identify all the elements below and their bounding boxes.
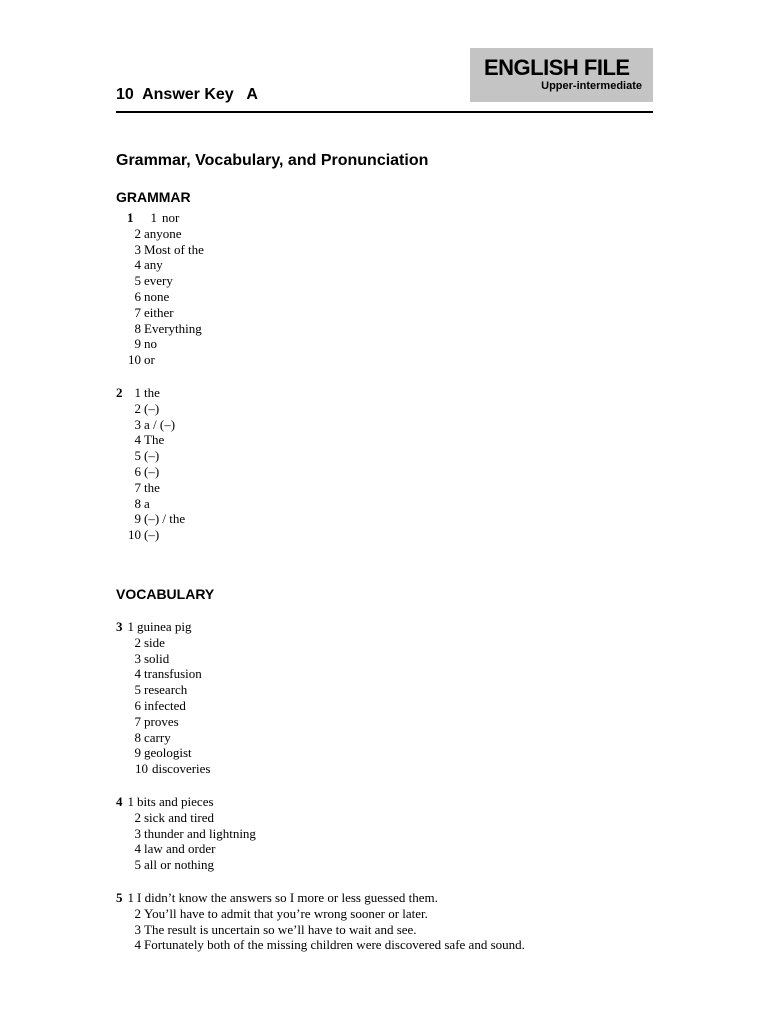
item-answer: the [144, 385, 160, 400]
exercise-row [100, 448, 660, 464]
item-answer: sick and tired [144, 809, 215, 825]
exercise-row [100, 480, 660, 496]
item-answer: Most of the [144, 241, 204, 257]
exercise-row [100, 385, 660, 401]
exercise-number: 5 [116, 890, 123, 905]
exercise-2 [100, 385, 660, 543]
exercise-row [100, 619, 660, 635]
item-number: 4 [134, 841, 141, 857]
exercise-row [100, 651, 660, 667]
exercise-row [100, 417, 660, 433]
exercise-row [100, 761, 660, 777]
item-answer: side [144, 634, 165, 650]
exercise-row [100, 794, 660, 810]
item-number: 5 [134, 857, 141, 873]
item-number: 1 [150, 210, 157, 225]
exercise-row [100, 527, 660, 543]
item-answer: (–) [144, 463, 160, 479]
item-number: 5 [134, 682, 141, 698]
logo-subtitle: Upper-intermediate [541, 80, 642, 92]
exercise-row [100, 257, 660, 273]
header-divider [116, 111, 653, 113]
item-answer: guinea pig [137, 619, 192, 634]
exercise-row [100, 730, 660, 746]
item-number: 3 [134, 921, 141, 937]
item-number: 6 [134, 463, 141, 479]
item-answer: You’ll have to admit that you’re wrong sooner or later. [144, 905, 428, 921]
exercise-number: 3 [116, 619, 123, 634]
item-answer: discoveries [152, 761, 211, 777]
item-answer: infected [144, 697, 186, 713]
exercise-row [100, 937, 660, 953]
item-number: 7 [134, 479, 141, 495]
item-answer: either [144, 304, 174, 320]
item-number: 7 [134, 304, 141, 320]
item-number: 2 [134, 905, 141, 921]
exercise-3 [100, 619, 660, 777]
page-title: 10 Answer Key A [116, 86, 258, 103]
item-answer: I didn’t know the answers so I more or less guessed them. [137, 890, 438, 905]
exercise-row [100, 714, 660, 730]
exercise-row [100, 242, 660, 258]
item-number: 2 [134, 225, 141, 241]
item-answer: all or nothing [144, 857, 215, 873]
logo-title: ENGLISH FILE [484, 55, 630, 80]
item-number: 4 [134, 666, 141, 682]
exercise-row [100, 841, 660, 857]
exercise-5 [100, 890, 660, 953]
item-number: 9 [134, 511, 141, 527]
item-answer: thunder and lightning [144, 825, 256, 841]
item-number: 9 [134, 745, 141, 761]
item-answer: anyone [144, 225, 182, 241]
item-number: 3 [134, 825, 141, 841]
item-answer: research [144, 682, 188, 698]
item-number: 8 [134, 729, 141, 745]
grammar-heading: GRAMMAR [116, 189, 191, 205]
vocabulary-heading: VOCABULARY [116, 586, 215, 602]
exercise-row [100, 289, 660, 305]
item-number: 1 [127, 619, 134, 634]
item-answer: the [144, 479, 160, 495]
item-number: 3 [134, 416, 141, 432]
exercise-row [100, 682, 660, 698]
exercise-row [100, 496, 660, 512]
item-number: 7 [134, 713, 141, 729]
item-number: 5 [134, 448, 141, 464]
item-answer: Everything [144, 320, 202, 336]
item-number: 4 [134, 432, 141, 448]
item-number: 8 [134, 320, 141, 336]
item-number: 6 [134, 288, 141, 304]
item-number: 9 [134, 336, 141, 352]
item-answer: carry [144, 729, 171, 745]
item-number: 1 [134, 385, 141, 400]
item-answer: The [144, 432, 165, 448]
exercise-row [100, 464, 660, 480]
item-answer: law and order [144, 841, 216, 857]
item-answer: (–) / the [144, 511, 186, 527]
exercise-row [100, 810, 660, 826]
item-number: 2 [134, 400, 141, 416]
exercise-row [100, 432, 660, 448]
item-number: 5 [134, 273, 141, 289]
item-answer: no [144, 336, 157, 352]
item-answer: proves [144, 713, 179, 729]
item-answer: The result is uncertain so we’ll have to wait and see. [144, 921, 417, 937]
item-answer: nor [162, 210, 180, 225]
exercise-4 [100, 794, 660, 873]
exercise-number: 4 [116, 794, 123, 809]
item-number: 1 [127, 794, 134, 809]
exercise-row [100, 352, 660, 368]
item-answer: any [144, 257, 163, 273]
item-answer: transfusion [144, 666, 202, 682]
item-answer: Fortunately both of the missing children were discovered safe and sound. [144, 937, 525, 953]
exercise-row [100, 635, 660, 651]
exercise-row [100, 226, 660, 242]
item-number: 2 [134, 809, 141, 825]
exercise-row [100, 906, 660, 922]
item-number: 10 [128, 352, 141, 368]
exercise-row [100, 890, 660, 906]
section-title: Grammar, Vocabulary, and Pronunciation [116, 152, 429, 169]
item-answer: solid [144, 650, 170, 666]
item-answer: or [144, 352, 155, 368]
item-answer: (–) [144, 448, 160, 464]
item-answer: (–) [144, 400, 160, 416]
item-number: 10 [128, 527, 141, 543]
exercise-row [100, 273, 660, 289]
exercise-row [100, 336, 660, 352]
exercise-row [100, 745, 660, 761]
item-number: 10 [135, 761, 148, 777]
item-number: 3 [134, 650, 141, 666]
exercise-row [100, 857, 660, 873]
exercise-row [100, 698, 660, 714]
item-answer: bits and pieces [137, 794, 214, 809]
item-number: 4 [134, 937, 141, 953]
item-answer: geologist [144, 745, 192, 761]
item-number: 1 [127, 890, 134, 905]
item-answer: every [144, 273, 173, 289]
item-number: 2 [134, 634, 141, 650]
item-number: 4 [134, 257, 141, 273]
exercise-number: 1 [127, 210, 134, 225]
english-file-logo [470, 48, 653, 102]
exercise-row [100, 401, 660, 417]
exercise-row [100, 210, 660, 226]
exercise-row [100, 922, 660, 938]
exercise-1 [100, 210, 660, 368]
item-number: 3 [134, 241, 141, 257]
exercise-row [100, 321, 660, 337]
item-number: 8 [134, 495, 141, 511]
exercise-row [100, 826, 660, 842]
item-number: 6 [134, 697, 141, 713]
item-answer: none [144, 288, 170, 304]
exercise-row [100, 666, 660, 682]
item-answer: a / (–) [144, 416, 176, 432]
exercise-number: 2 [116, 385, 123, 400]
exercise-row [100, 511, 660, 527]
item-answer: a [144, 495, 150, 511]
item-answer: (–) [144, 527, 160, 543]
exercise-row [100, 305, 660, 321]
